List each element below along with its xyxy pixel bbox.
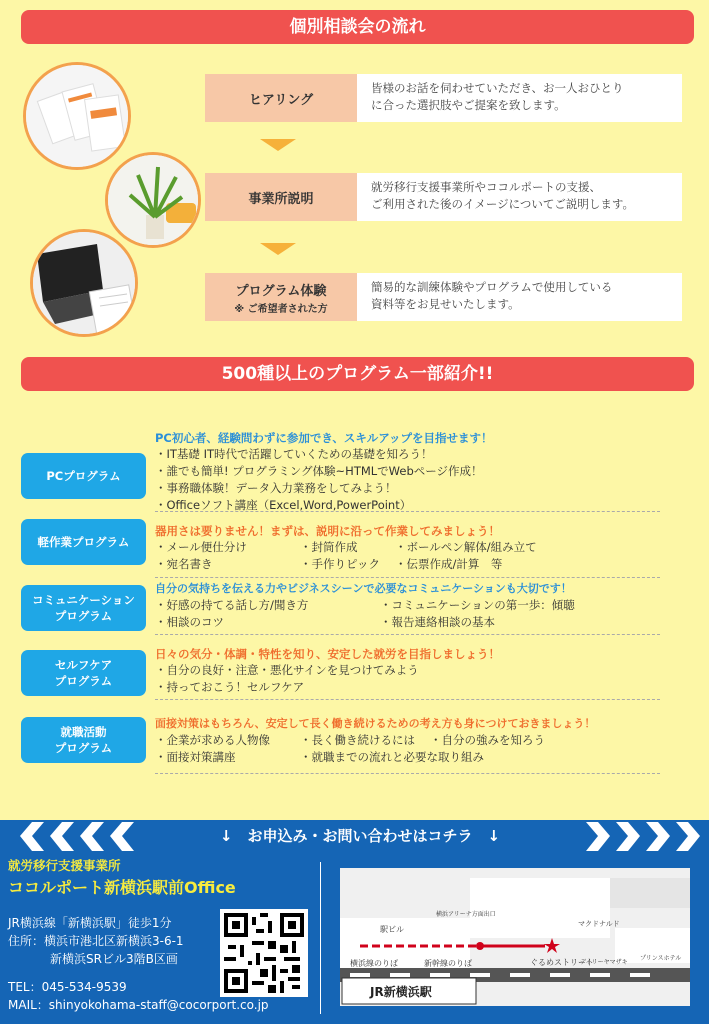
contact-footer: [0, 820, 709, 1024]
laptop-photo: [30, 229, 138, 337]
program-item: ・好感の持てる話し方/聞き方: [155, 598, 309, 612]
program-button-label: 軽作業プログラム: [37, 535, 130, 549]
program-item: ・封筒作成: [300, 540, 358, 554]
program-row: [155, 597, 660, 614]
map-label-street: ぐるめストリート: [530, 958, 594, 967]
map-label-building: 駅ビル: [380, 925, 404, 934]
program-item: ・誰でも簡単! プログラミング体験~HTMLでWebページ作成！: [155, 464, 483, 478]
program-row: [155, 556, 660, 573]
programs-title-bar: [21, 357, 694, 391]
phone-number[interactable]: TEL：045-534-9539: [8, 980, 127, 994]
step-desc-line: 資料等をお見せいたします。: [371, 297, 520, 311]
program-button-label: プログラム: [54, 674, 113, 688]
step-desc-line: に合った選択肢やご提案を致します。: [371, 98, 566, 112]
step-office-desc: [357, 173, 682, 221]
program-heading: 器用さは要りません！まずは、説明に沿って作業してみましょう！: [155, 524, 500, 538]
program-item: ・伝票作成/計算 等: [395, 557, 503, 571]
program-item: ・企業が求める人物像: [155, 733, 270, 747]
program-item: ・Officeソフト講座（Excel,Word,PowerPoint）: [155, 498, 412, 512]
self-care-program-block: [155, 646, 660, 700]
program-row: [155, 539, 660, 556]
map-label-daily: デイリーヤマザキ: [580, 959, 628, 966]
step-program-label: [205, 273, 357, 321]
program-item: ・長く働き続けるには: [300, 733, 415, 747]
program-row: [155, 614, 660, 631]
address-line: 住所：横浜市港北区新横浜3-6-1: [8, 934, 184, 948]
plant-photo: [105, 152, 201, 248]
step-office-label: [205, 173, 357, 221]
qr-code-icon[interactable]: [220, 909, 308, 997]
step-desc-line: 簡易的な訓練体験やプログラムで使用している: [371, 280, 613, 294]
documents-photo: [23, 62, 131, 170]
program-item: ・ボールペン解体/組み立て: [395, 540, 537, 554]
program-heading: 面接対策はもちろん、安定して長く働き続けるための考え方も身につけておきましょう！: [155, 717, 596, 730]
program-heading: 自分の気持ちを伝える力やビジネスシーンで必要なコミュニケーションも大切です！: [155, 582, 572, 595]
down-arrow-icon: [260, 243, 296, 255]
program-heading: 日々の気分・体調・特性を知り、安定した就労を目指しましょう！: [155, 647, 500, 661]
program-item: ・メール便仕分け: [155, 540, 247, 554]
address-block: [8, 914, 184, 968]
map-label-exit: 横浜アリーナ方面出口: [436, 911, 496, 918]
down-arrow-icon: [260, 139, 296, 151]
contact-banner: ↓ お申込み・お問い合わせはコチラ ↓: [219, 827, 501, 845]
program-heading: PC初心者、経験問わずに参加でき、スキルアップを目指せます！: [155, 431, 493, 445]
job-hunting-program-block: [155, 716, 660, 774]
map-label-mcdonalds: マクドナルド: [578, 920, 620, 928]
organization-type: 就労移行支援事業所: [8, 858, 121, 873]
map-label-line2: 新幹線のりば: [424, 959, 472, 968]
program-item: ・持っておこう！セルフケア: [155, 680, 305, 694]
step-note: ※ ご希望者された方: [234, 303, 328, 315]
access-info: JR横浜線「新横浜駅」徒歩1分: [8, 916, 172, 930]
step-desc-line: ご利用された後のイメージについてご説明します。: [371, 197, 635, 211]
light-work-program-button[interactable]: [21, 519, 146, 565]
program-item: ・自分の良好・注意・悪化サインを見つけてみよう: [155, 663, 419, 677]
pc-program-button[interactable]: [21, 453, 146, 499]
program-button-label: プログラム: [54, 741, 113, 755]
program-button-label: セルフケア: [54, 658, 113, 672]
office-name: ココルポート新横浜駅前Office: [8, 878, 236, 897]
pc-program-block: [155, 430, 660, 512]
communication-program-button[interactable]: [21, 585, 146, 631]
program-button-label: PCプログラム: [46, 469, 121, 483]
self-care-program-button[interactable]: [21, 650, 146, 696]
step-label-text: ヒアリング: [248, 92, 314, 108]
program-button-label: プログラム: [54, 609, 113, 623]
address-line: 新横浜SRビル3階B区画: [50, 952, 178, 966]
program-item: ・報告連絡相談の基本: [380, 615, 495, 629]
step-desc-line: 皆様のお話を伺わせていただき、お一人おひとり: [371, 81, 624, 95]
access-map[interactable]: [340, 868, 690, 1006]
map-label-station: JR新横浜駅: [370, 985, 432, 999]
program-item: ・コミュニケーションの第一歩：傾聴: [380, 598, 575, 612]
step-hearing-label: [205, 74, 357, 122]
step-program-desc: [357, 273, 682, 321]
program-button-label: コミュニケーション: [32, 593, 135, 607]
step-label-text: 事業所説明: [248, 191, 314, 207]
step-label-text: プログラム体験: [235, 283, 327, 299]
program-item: ・手作りピック: [300, 557, 381, 571]
program-item: ・面接対策講座: [155, 750, 236, 764]
program-item: ・事務職体験！データ入力業務をしてみよう！: [155, 481, 397, 495]
program-item: ・相談のコツ: [155, 615, 224, 629]
flow-title: 個別相談会の流れ: [289, 17, 426, 37]
communication-program-block: [155, 581, 660, 635]
program-row: [155, 732, 660, 749]
program-button-label: 就職活動: [60, 725, 107, 739]
program-row: [155, 749, 660, 766]
step-hearing-desc: [357, 74, 682, 122]
program-item: ・自分の強みを知ろう: [430, 733, 545, 747]
flow-title-bar: [21, 10, 694, 44]
program-item: ・就職までの流れと必要な取り組み: [300, 750, 484, 764]
job-hunting-program-button[interactable]: [21, 717, 146, 763]
program-item: ・宛名書き: [155, 557, 213, 571]
program-item: ・IT基礎 IT時代で活躍していくための基礎を知ろう！: [155, 447, 433, 461]
light-work-program-block: [155, 523, 660, 578]
programs-title: 500種以上のプログラム一部紹介!!: [221, 364, 494, 384]
footer-divider: [320, 862, 321, 1014]
step-desc-line: 就労移行支援事業所やココルポートの支援、: [371, 180, 601, 194]
map-label-line1: 横浜線のりば: [350, 959, 398, 968]
map-label-prince: プリンスホテル: [640, 955, 682, 962]
email-address[interactable]: MAIL：shinyokohama-staff@cocorport.co.jp: [8, 998, 269, 1012]
